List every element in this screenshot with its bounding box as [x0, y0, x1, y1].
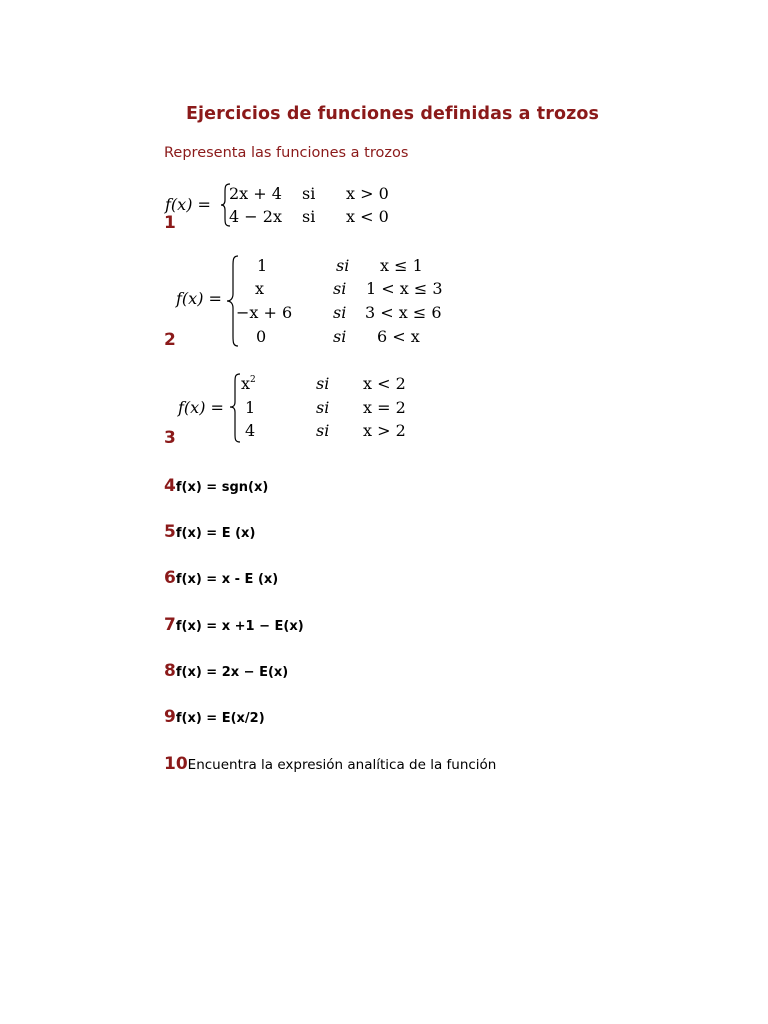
ex2-row1-cond: x ≤ 1	[380, 256, 423, 275]
page-title: Ejercicios de funciones definidas a trozos	[186, 104, 600, 124]
exercise-number: 4	[164, 476, 176, 496]
exercise-number: 3	[164, 428, 176, 448]
ex1-row2-expr: 4 − 2x	[229, 207, 282, 226]
ex2-row2-cond: 1 < x ≤ 3	[366, 279, 443, 298]
exercise-4	[164, 476, 268, 496]
ex3-row3-si: si	[316, 421, 330, 440]
ex2-row1-expr: 1	[257, 256, 268, 275]
ex1-row1-expr: 2x + 4	[229, 184, 282, 203]
ex1-row1-si: si	[302, 184, 316, 203]
exercise-7	[164, 615, 304, 635]
exercise-5	[164, 522, 255, 542]
ex2-row2-si: si	[333, 279, 347, 298]
ex2-row4-si: si	[333, 327, 347, 346]
ex2-row2-expr: x	[255, 279, 265, 298]
ex1-lhs: f(x) =	[165, 195, 211, 214]
ex3-row2-expr: 1	[245, 398, 256, 417]
ex2-brace	[226, 254, 240, 350]
ex3-row3-cond: x > 2	[363, 421, 406, 440]
exercise-8	[164, 661, 288, 681]
ex2-row3-si: si	[333, 303, 347, 322]
ex3-row1-cond: x < 2	[363, 374, 406, 393]
ex1-row1-cond: x > 0	[346, 184, 389, 203]
ex3-row3-expr: 4	[245, 421, 256, 440]
ex2-row4-cond: 6 < x	[377, 327, 420, 346]
exercise-text: f(x) = E (x)	[175, 526, 256, 541]
ex1-row2-cond: x < 0	[346, 207, 389, 226]
exercise-number: 7	[164, 615, 176, 635]
exercise-number: 6	[164, 568, 176, 588]
ex1-row2-si: si	[302, 207, 316, 226]
exercise-number: 10	[164, 754, 188, 774]
ex2-row4-expr: 0	[256, 327, 267, 346]
exercise-text: f(x) = 2x − E(x)	[175, 665, 289, 680]
exercise-text: f(x) = E(x/2)	[175, 711, 265, 726]
exercise-10	[164, 754, 496, 774]
ex3-row2-si: si	[316, 398, 330, 417]
exercise-number: 1	[164, 213, 176, 233]
ex2-row3-cond: 3 < x ≤ 6	[365, 303, 442, 322]
ex3-row1-expr: $x^2$	[241, 374, 256, 393]
exercise-number: 9	[164, 707, 176, 727]
ex3-lhs: f(x) =	[178, 398, 224, 417]
ex3-row1-si: si	[316, 374, 330, 393]
exercise-6	[164, 568, 278, 588]
exercise-number: 5	[164, 522, 176, 542]
exercise-text: f(x) = sgn(x)	[175, 480, 269, 495]
ex2-lhs: f(x) =	[176, 289, 222, 308]
exercise-number: 8	[164, 661, 176, 681]
instruction-subtitle: Representa las funciones a trozos	[164, 145, 409, 161]
exercise-number: 2	[164, 330, 176, 350]
ex3-row2-cond: x = 2	[363, 398, 406, 417]
exercise-text: f(x) = x +1 − E(x)	[175, 619, 304, 634]
ex2-row3-expr: −x + 6	[236, 303, 293, 322]
ex2-row1-si: si	[336, 256, 350, 275]
exercise-9	[164, 707, 265, 727]
exercise-text: f(x) = x - E (x)	[175, 572, 279, 587]
exercise-text: Encuentra la expresión analítica de la función	[187, 757, 497, 773]
